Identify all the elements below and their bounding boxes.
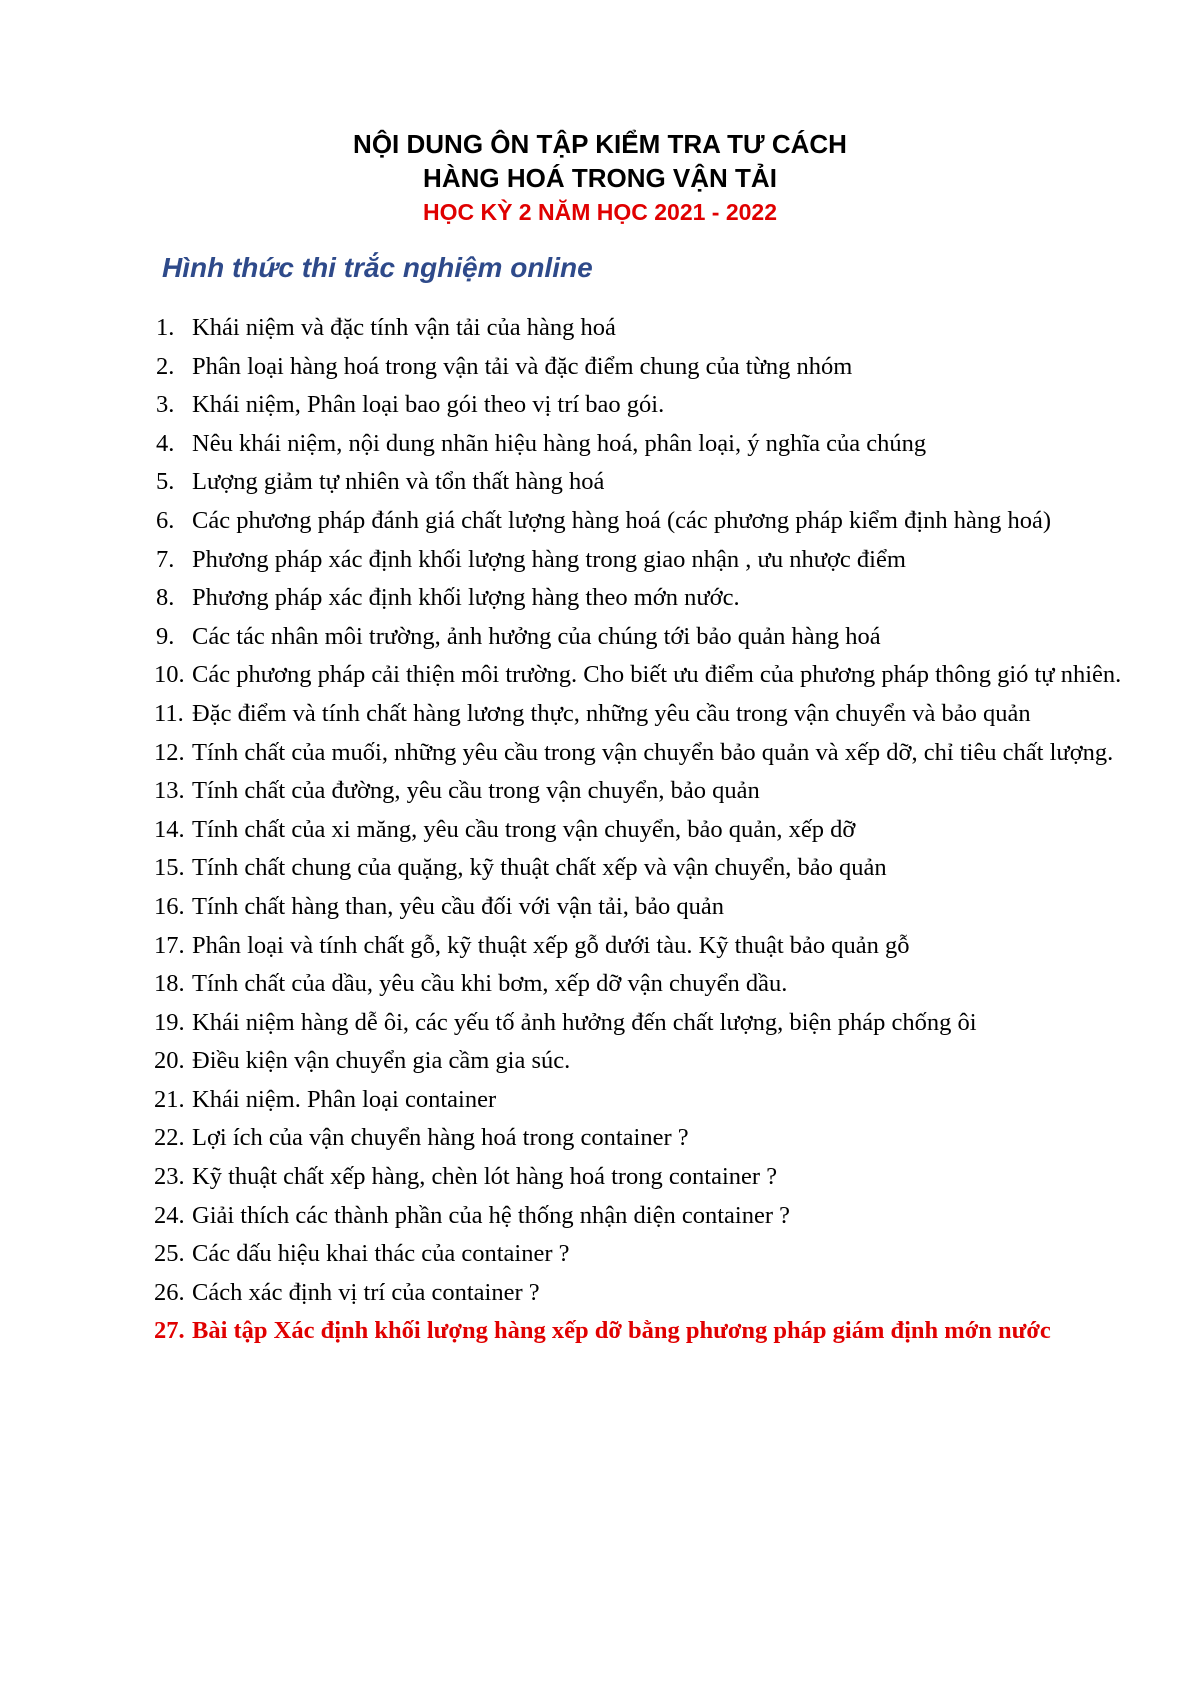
item-number: 20. (154, 1047, 185, 1075)
item-text: Các phương pháp cải thiện môi trường. Cho biết ưu điểm của phương pháp thông gió tự nhiên. (192, 661, 1122, 689)
list-item (150, 428, 1150, 459)
item-number: 26. (154, 1278, 185, 1306)
item-text: Cách xác định vị trí của container ? (192, 1278, 540, 1306)
item-number: 16. (154, 892, 185, 920)
item-number: 27. (154, 1317, 185, 1345)
item-text: Tính chất của xi măng, yêu cầu trong vận chuyển, bảo quản, xếp dỡ (192, 815, 856, 843)
item-text: Nêu khái niệm, nội dung nhãn hiệu hàng hoá, phân loại, ý nghĩa của chúng (192, 429, 927, 457)
list-item (150, 389, 1150, 420)
item-text: Tính chất của muối, những yêu cầu trong vận chuyển bảo quản và xếp dỡ, chỉ tiêu chất lượng. (192, 738, 1114, 766)
item-number: 7. (156, 545, 175, 573)
list-item (150, 891, 1150, 922)
item-number: 14. (154, 815, 185, 843)
item-text: Các tác nhân môi trường, ảnh hưởng của chúng tới bảo quản hàng hoá (192, 622, 881, 650)
list-item (150, 852, 1150, 883)
list-item (150, 1238, 1150, 1269)
item-number: 15. (154, 854, 185, 882)
list-item (150, 466, 1150, 497)
item-number: 3. (156, 391, 175, 419)
exam-format-subtitle: Hình thức thi trắc nghiệm online (162, 252, 593, 283)
item-text: Khái niệm. Phân loại container (192, 1085, 497, 1113)
item-text: Khái niệm và đặc tính vận tải của hàng hoá (192, 314, 616, 341)
item-number: 19. (154, 1008, 185, 1036)
item-number: 2. (156, 352, 175, 380)
item-number: 21. (154, 1085, 185, 1113)
item-number: 13. (154, 777, 185, 805)
list-item (150, 351, 1150, 382)
item-text: Phương pháp xác định khối lượng hàng trong giao nhận , ưu nhược điểm (192, 545, 906, 573)
item-text: Phân loại hàng hoá trong vận tải và đặc điểm chung của từng nhóm (192, 352, 853, 380)
list-item (150, 698, 1150, 729)
document-term: HỌC KỲ 2 NĂM HỌC 2021 - 2022 (422, 199, 778, 225)
list-item (150, 737, 1150, 768)
item-number: 12. (154, 738, 185, 766)
item-number: 22. (154, 1124, 185, 1152)
item-number: 6. (156, 506, 175, 534)
list-item (150, 582, 1150, 613)
item-number: 24. (154, 1201, 185, 1229)
item-number: 25. (154, 1240, 185, 1268)
item-text: Tính chất chung của quặng, kỹ thuật chất xếp và vận chuyển, bảo quản (192, 854, 887, 882)
list-item (150, 1200, 1150, 1231)
item-text: Tính chất của đường, yêu cầu trong vận chuyển, bảo quản (192, 777, 760, 805)
item-text: Phân loại và tính chất gỗ, kỹ thuật xếp gỗ dưới tàu. Kỹ thuật bảo quản gỗ (192, 931, 910, 959)
item-text: Lợi ích của vận chuyển hàng hoá trong container ? (192, 1124, 689, 1152)
item-text: Các phương pháp đánh giá chất lượng hàng hoá (các phương pháp kiểm định hàng hoá) (192, 506, 1052, 534)
item-number: 9. (156, 622, 175, 650)
item-text: Lượng giảm tự nhiên và tổn thất hàng hoá (192, 468, 605, 496)
list-item (150, 1277, 1150, 1308)
document-title-line2: HÀNG HOÁ TRONG VẬN TẢI (423, 163, 777, 193)
list-item (150, 1084, 1150, 1115)
list-item (150, 621, 1150, 652)
list-item (150, 659, 1150, 690)
item-text: Khái niệm, Phân loại bao gói theo vị trí bao gói. (192, 391, 665, 419)
item-text: Tính chất của dầu, yêu cầu khi bơm, xếp dỡ vận chuyển dầu. (192, 970, 788, 998)
list-item (150, 505, 1150, 536)
list-item (150, 1007, 1150, 1038)
item-number: 11. (154, 699, 184, 727)
list-item (150, 312, 1150, 343)
item-text: Khái niệm hàng dễ ôi, các yếu tố ảnh hưởng đến chất lượng, biện pháp chống ôi (192, 1008, 977, 1036)
item-number: 23. (154, 1163, 185, 1191)
item-text: Đặc điểm và tính chất hàng lương thực, những yêu cầu trong vận chuyển và bảo quản (192, 699, 1031, 727)
list-item (150, 1045, 1150, 1076)
list-item (150, 1122, 1150, 1153)
item-number: 5. (156, 468, 175, 496)
item-text: Tính chất hàng than, yêu cầu đối với vận tải, bảo quản (192, 892, 725, 920)
item-text: Kỹ thuật chất xếp hàng, chèn lót hàng hoá trong container ? (192, 1163, 778, 1191)
item-number: 18. (154, 970, 185, 998)
topic-list (150, 312, 1150, 1354)
list-item (150, 930, 1150, 961)
list-item (150, 1161, 1150, 1192)
list-item (150, 814, 1150, 845)
item-number: 8. (156, 584, 175, 612)
list-item (150, 775, 1150, 806)
item-text: Bài tập Xác định khối lượng hàng xếp dỡ bằng phương pháp giám định mớn nước (192, 1317, 1051, 1345)
item-text: Giải thích các thành phần của hệ thống nhận diện container ? (192, 1201, 790, 1229)
item-number: 17. (154, 931, 185, 959)
item-number: 1. (156, 314, 175, 341)
list-item-highlight (150, 1315, 1150, 1346)
item-number: 4. (156, 429, 175, 457)
document-title-line1: NỘI DUNG ÔN TẬP KIỂM TRA TƯ CÁCH (353, 129, 847, 159)
item-text: Các dấu hiệu khai thác của container ? (192, 1240, 570, 1268)
item-text: Điều kiện vận chuyển gia cầm gia súc. (192, 1047, 571, 1075)
item-text: Phương pháp xác định khối lượng hàng theo mớn nước. (192, 584, 740, 612)
list-item (150, 968, 1150, 999)
list-item (150, 544, 1150, 575)
item-number: 10. (154, 661, 185, 689)
